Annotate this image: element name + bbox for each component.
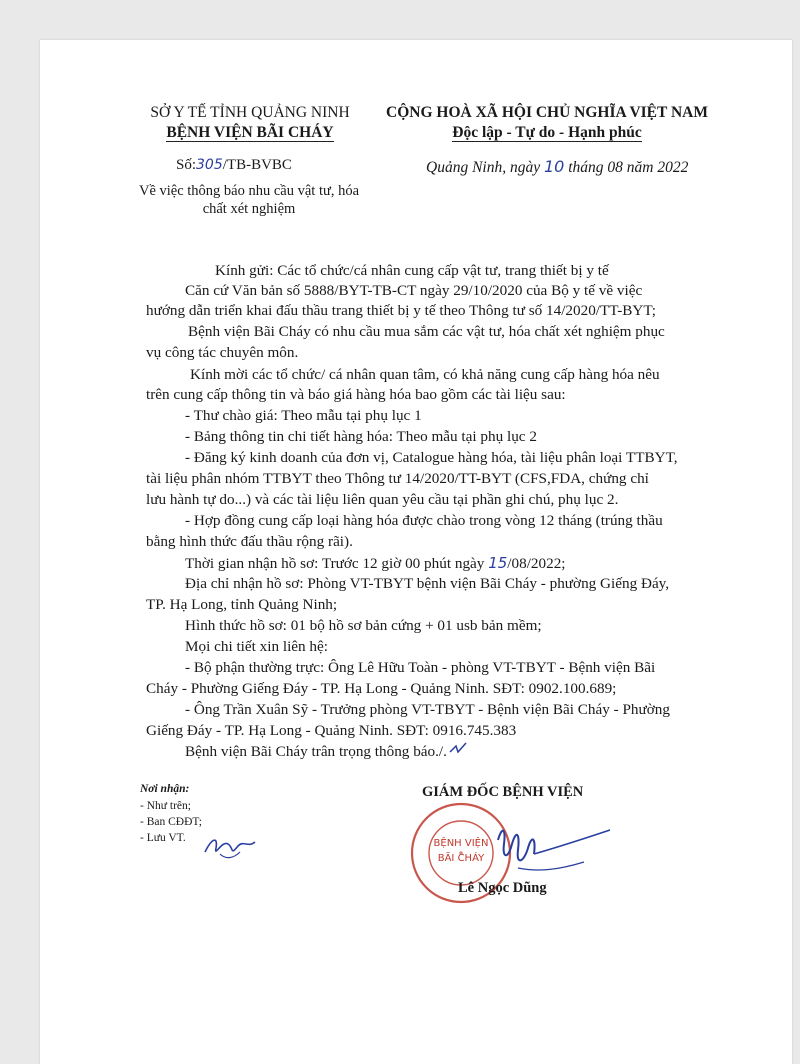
document-number <box>176 157 292 174</box>
director-signature-icon <box>488 810 618 890</box>
body-line: Giếng Đáy - TP. Hạ Long - Quảng Ninh. SĐT: 0916.745.383 <box>146 722 517 739</box>
closing-line: Bệnh viện Bãi Cháy trân trọng thông báo./. <box>185 743 447 760</box>
body-line: TP. Hạ Long, tỉnh Quảng Ninh; <box>146 596 338 613</box>
body-line: Căn cứ Văn bản số 5888/BYT-TB-CT ngày 29/10/2020 của Bộ y tế về việc <box>185 282 643 299</box>
body-line: lưu hành tự do...) và các tài liệu liên quan yêu cầu tại phần ghi chú, phụ lục 2. <box>146 491 619 508</box>
recipient-item: - Lưu VT. <box>140 832 186 844</box>
recipient-item: - Ban CĐĐT; <box>140 816 202 828</box>
date-prefix: Quảng Ninh, ngày <box>426 159 541 176</box>
body-line: Mọi chi tiết xin liên hệ: <box>185 638 328 655</box>
body-line: hướng dẫn triển khai đấu thầu trang thiết bị y tế theo Thông tư số 14/2020/TT-BYT; <box>146 302 657 319</box>
document-date <box>426 157 688 177</box>
recipients-title: Nơi nhận: <box>140 783 190 795</box>
national-motto-text: Độc lập - Tự do - Hạnh phúc <box>452 124 642 141</box>
document-page <box>40 40 792 1064</box>
hospital-name-text: BỆNH VIỆN BÃI CHÁY <box>166 124 334 141</box>
list-item: - Bảng thông tin chi tiết hàng hóa: Theo mẫu tại phụ lục 2 <box>185 428 537 445</box>
signer-name: Lê Ngọc Dũng <box>458 880 547 896</box>
handwritten-mark-icon <box>448 740 468 758</box>
body-line: bằng hình thức đấu thầu rộng rãi). <box>146 533 353 550</box>
body-line: Hình thức hồ sơ: 01 bộ hồ sơ bản cứng + 01 usb bản mềm; <box>185 617 542 634</box>
date-day-handwritten: 10 <box>543 157 565 176</box>
subject-line-2: chất xét nghiệm <box>202 201 296 217</box>
body-line: Cháy - Phường Giếng Đáy - TP. Hạ Long - Quảng Ninh. SĐT: 0902.100.689; <box>146 680 617 697</box>
subject-line-1: Về việc thông báo nhu cầu vật tư, hóa <box>138 183 360 199</box>
body-line: tài liệu phân nhóm TTBYT theo Thông tư 14/2020/TT-BYT (CFS,FDA, chứng chỉ <box>146 470 649 487</box>
deadline-suffix: /08/2022; <box>507 555 566 572</box>
recipient-item: - Như trên; <box>140 800 191 812</box>
body-line: Địa chỉ nhận hồ sơ: Phòng VT-TBYT bệnh viện Bãi Cháy - phường Giếng Đáy, <box>185 575 670 592</box>
body-line: Bệnh viện Bãi Cháy có nhu cầu mua sắm các vật tư, hóa chất xét nghiệm phục <box>188 323 665 340</box>
salutation: Kính gửi: Các tổ chức/cá nhân cung cấp vật tư, trang thiết bị y tế <box>215 262 609 279</box>
list-item: - Ông Trần Xuân Sỹ - Trưởng phòng VT-TBYT - Bệnh viện Bãi Cháy - Phường <box>185 701 670 718</box>
body-line: trên cung cấp thông tin và báo giá hàng hóa bao gồm các tài liệu sau: <box>146 386 566 403</box>
date-suffix: tháng 08 năm 2022 <box>568 159 689 176</box>
hospital-name <box>130 124 370 142</box>
doc-number-handwritten: 305 <box>196 157 223 173</box>
deadline-line <box>185 554 566 573</box>
ministry-name: SỞ Y TẾ TỈNH QUẢNG NINH <box>150 104 350 121</box>
nation-name: CỘNG HOÀ XÃ HỘI CHỦ NGHĨA VIỆT NAM <box>386 104 708 121</box>
initials-signature-icon <box>200 830 260 866</box>
list-item: - Bộ phận thường trực: Ông Lê Hữu Toàn - phòng VT-TBYT - Bệnh viện Bãi <box>185 659 656 676</box>
deadline-prefix: Thời gian nhận hồ sơ: Trước 12 giờ 00 phút ngày <box>185 555 485 572</box>
doc-number-suffix: /TB-BVBC <box>222 157 292 173</box>
stamp-line-1: BỆNH VIỆN <box>433 838 489 849</box>
national-motto <box>382 124 712 142</box>
signer-title: GIÁM ĐỐC BỆNH VIỆN <box>422 784 584 800</box>
list-item: - Đăng ký kinh doanh của đơn vị, Catalogue hàng hóa, tài liệu phân loại TTBYT, <box>185 449 678 466</box>
list-item: - Hợp đồng cung cấp loại hàng hóa được chào trong vòng 12 tháng (trúng thầu <box>185 512 663 529</box>
list-item: - Thư chào giá: Theo mẫu tại phụ lục 1 <box>185 407 422 424</box>
body-line: Kính mời các tổ chức/ cá nhân quan tâm, có khả năng cung cấp hàng hóa nêu <box>190 366 660 383</box>
deadline-day-handwritten: 15 <box>488 554 508 572</box>
stamp-line-2: BÃI CHÁY <box>437 853 485 864</box>
body-line: vụ công tác chuyên môn. <box>146 344 299 361</box>
doc-number-prefix: Số: <box>176 157 197 173</box>
